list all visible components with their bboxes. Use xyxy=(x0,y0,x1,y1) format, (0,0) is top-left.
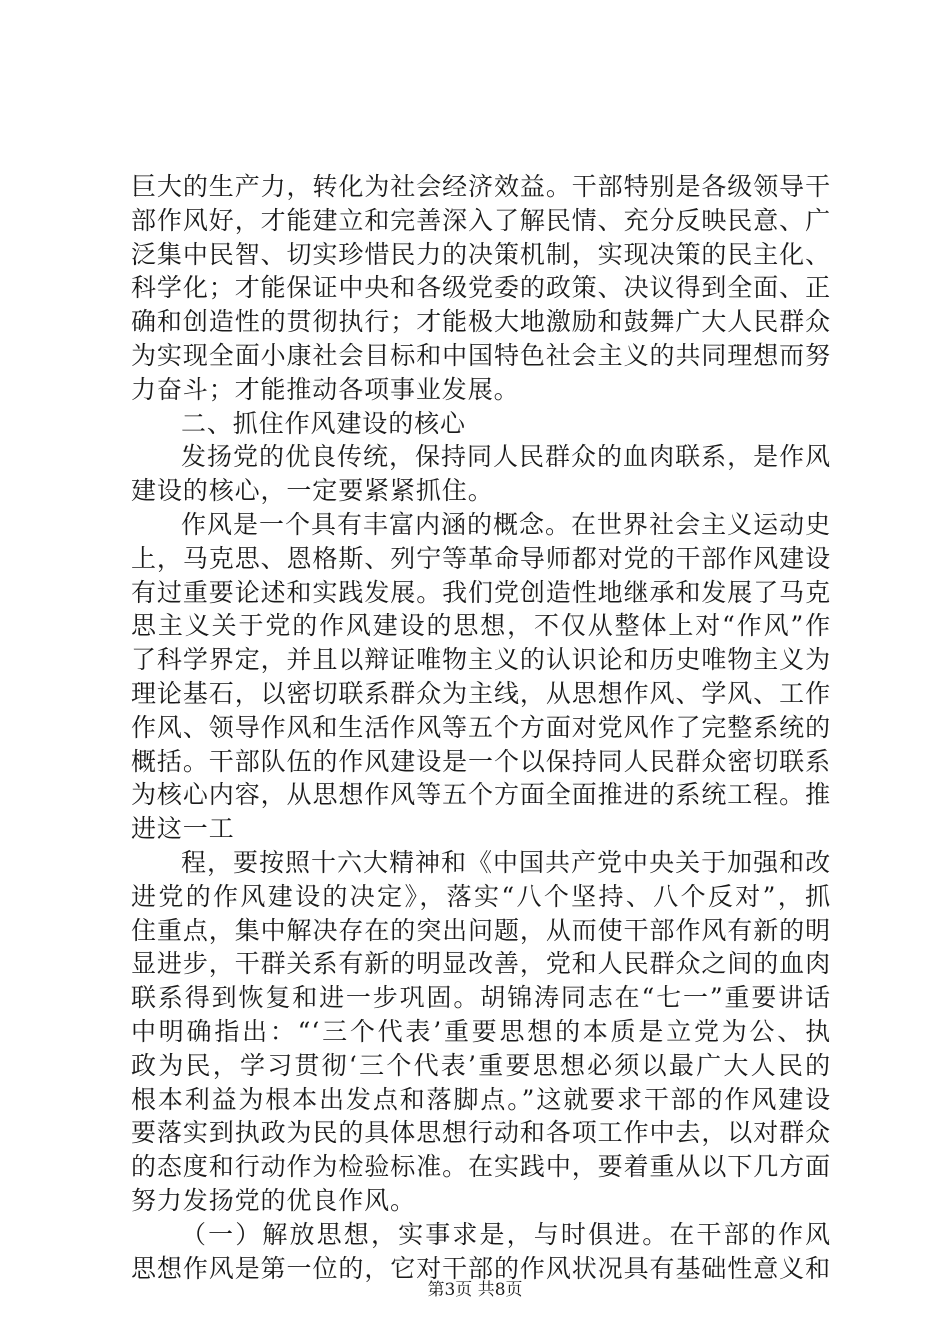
text-line: 联系得到恢复和进一步巩固。胡锦涛同志在“七一”重要讲话 xyxy=(131,983,831,1013)
text-line: 显进步，干群关系有新的明显改善，党和人民群众之间的血肉 xyxy=(131,949,831,979)
text-line: 巨大的生产力，转化为社会经济效益。干部特别是各级领导干 xyxy=(131,172,831,201)
text-line: 思想作风是第一位的，它对干部的作风状况具有基础性意义和 xyxy=(131,1253,831,1283)
text-line: 根本利益为根本出发点和落脚点。”这就要求干部的作风建设 xyxy=(131,1084,831,1114)
text-line: 泛集中民智、切实珍惜民力的决策机制，实现决策的民主化、 xyxy=(131,239,831,269)
text-line: 上，马克思、恩格斯、列宁等革命导师都对党的干部作风建设 xyxy=(131,543,831,573)
text-line: 建设的核心，一定要紧紧抓住。 xyxy=(131,476,494,506)
text-line: 政为民，学习贯彻‘三个代表’重要思想必须以最广大人民的 xyxy=(131,1050,831,1080)
text-line: 进党的作风建设的决定》，落实“八个坚持、八个反对”，抓 xyxy=(131,881,831,911)
text-line: （一）解放思想，实事求是，与时俱进。在干部的作风 xyxy=(181,1219,831,1249)
text-line: 住重点，集中解决存在的突出问题，从而使干部作风有新的明 xyxy=(131,915,831,945)
document-body xyxy=(131,170,831,1285)
text-line: 有过重要论述和实践发展。我们党创造性地继承和发展了马克 xyxy=(131,577,831,607)
text-line: 作风是一个具有丰富内涵的概念。在世界社会主义运动史 xyxy=(181,509,831,539)
text-line: 二、抓住作风建设的核心 xyxy=(181,408,466,438)
text-line: 了科学界定，并且以辩证唯物主义的认识论和历史唯物主义为 xyxy=(131,645,831,675)
text-line: 为核心内容，从思想作风等五个方面全面推进的系统工程。推 xyxy=(131,780,831,810)
text-line: 进这一工 xyxy=(131,814,235,844)
text-line: 为实现全面小康社会目标和中国特色社会主义的共同理想而努 xyxy=(131,340,831,370)
text-line: 力奋斗；才能推动各项事业发展。 xyxy=(131,374,520,404)
text-line: 要落实到执政为民的具体思想行动和各项工作中去，以对群众 xyxy=(131,1118,831,1148)
text-line: 努力发扬党的优良作风。 xyxy=(131,1185,416,1215)
text-line: 思主义关于党的作风建设的思想，不仅从整体上对“作风”作 xyxy=(131,611,831,641)
text-line: 部作风好，才能建立和完善深入了解民情、充分反映民意、广 xyxy=(131,205,831,235)
text-line: 概括。干部队伍的作风建设是一个以保持同人民群众密切联系 xyxy=(131,746,831,776)
text-line: 作风、领导作风和生活作风等五个方面对党风作了完整系统的 xyxy=(131,712,831,742)
text-line: 确和创造性的贯彻执行；才能极大地激励和鼓舞广大人民群众 xyxy=(131,307,831,337)
page-footer: 第3页 共8页 xyxy=(427,1280,523,1300)
text-line: 程，要按照十六大精神和《中国共产党中央关于加强和改 xyxy=(181,847,831,877)
text-line: 发扬党的优良传统，保持同人民群众的血肉联系，是作风 xyxy=(181,442,831,472)
text-line: 中明确指出：“‘三个代表’重要思想的本质是立党为公、执 xyxy=(131,1016,831,1046)
text-line: 科学化；才能保证中央和各级党委的政策、决议得到全面、正 xyxy=(131,273,831,303)
text-line: 理论基石，以密切联系群众为主线，从思想作风、学风、工作 xyxy=(131,678,831,708)
text-line: 的态度和行动作为检验标准。在实践中，要着重从以下几方面 xyxy=(131,1152,831,1182)
